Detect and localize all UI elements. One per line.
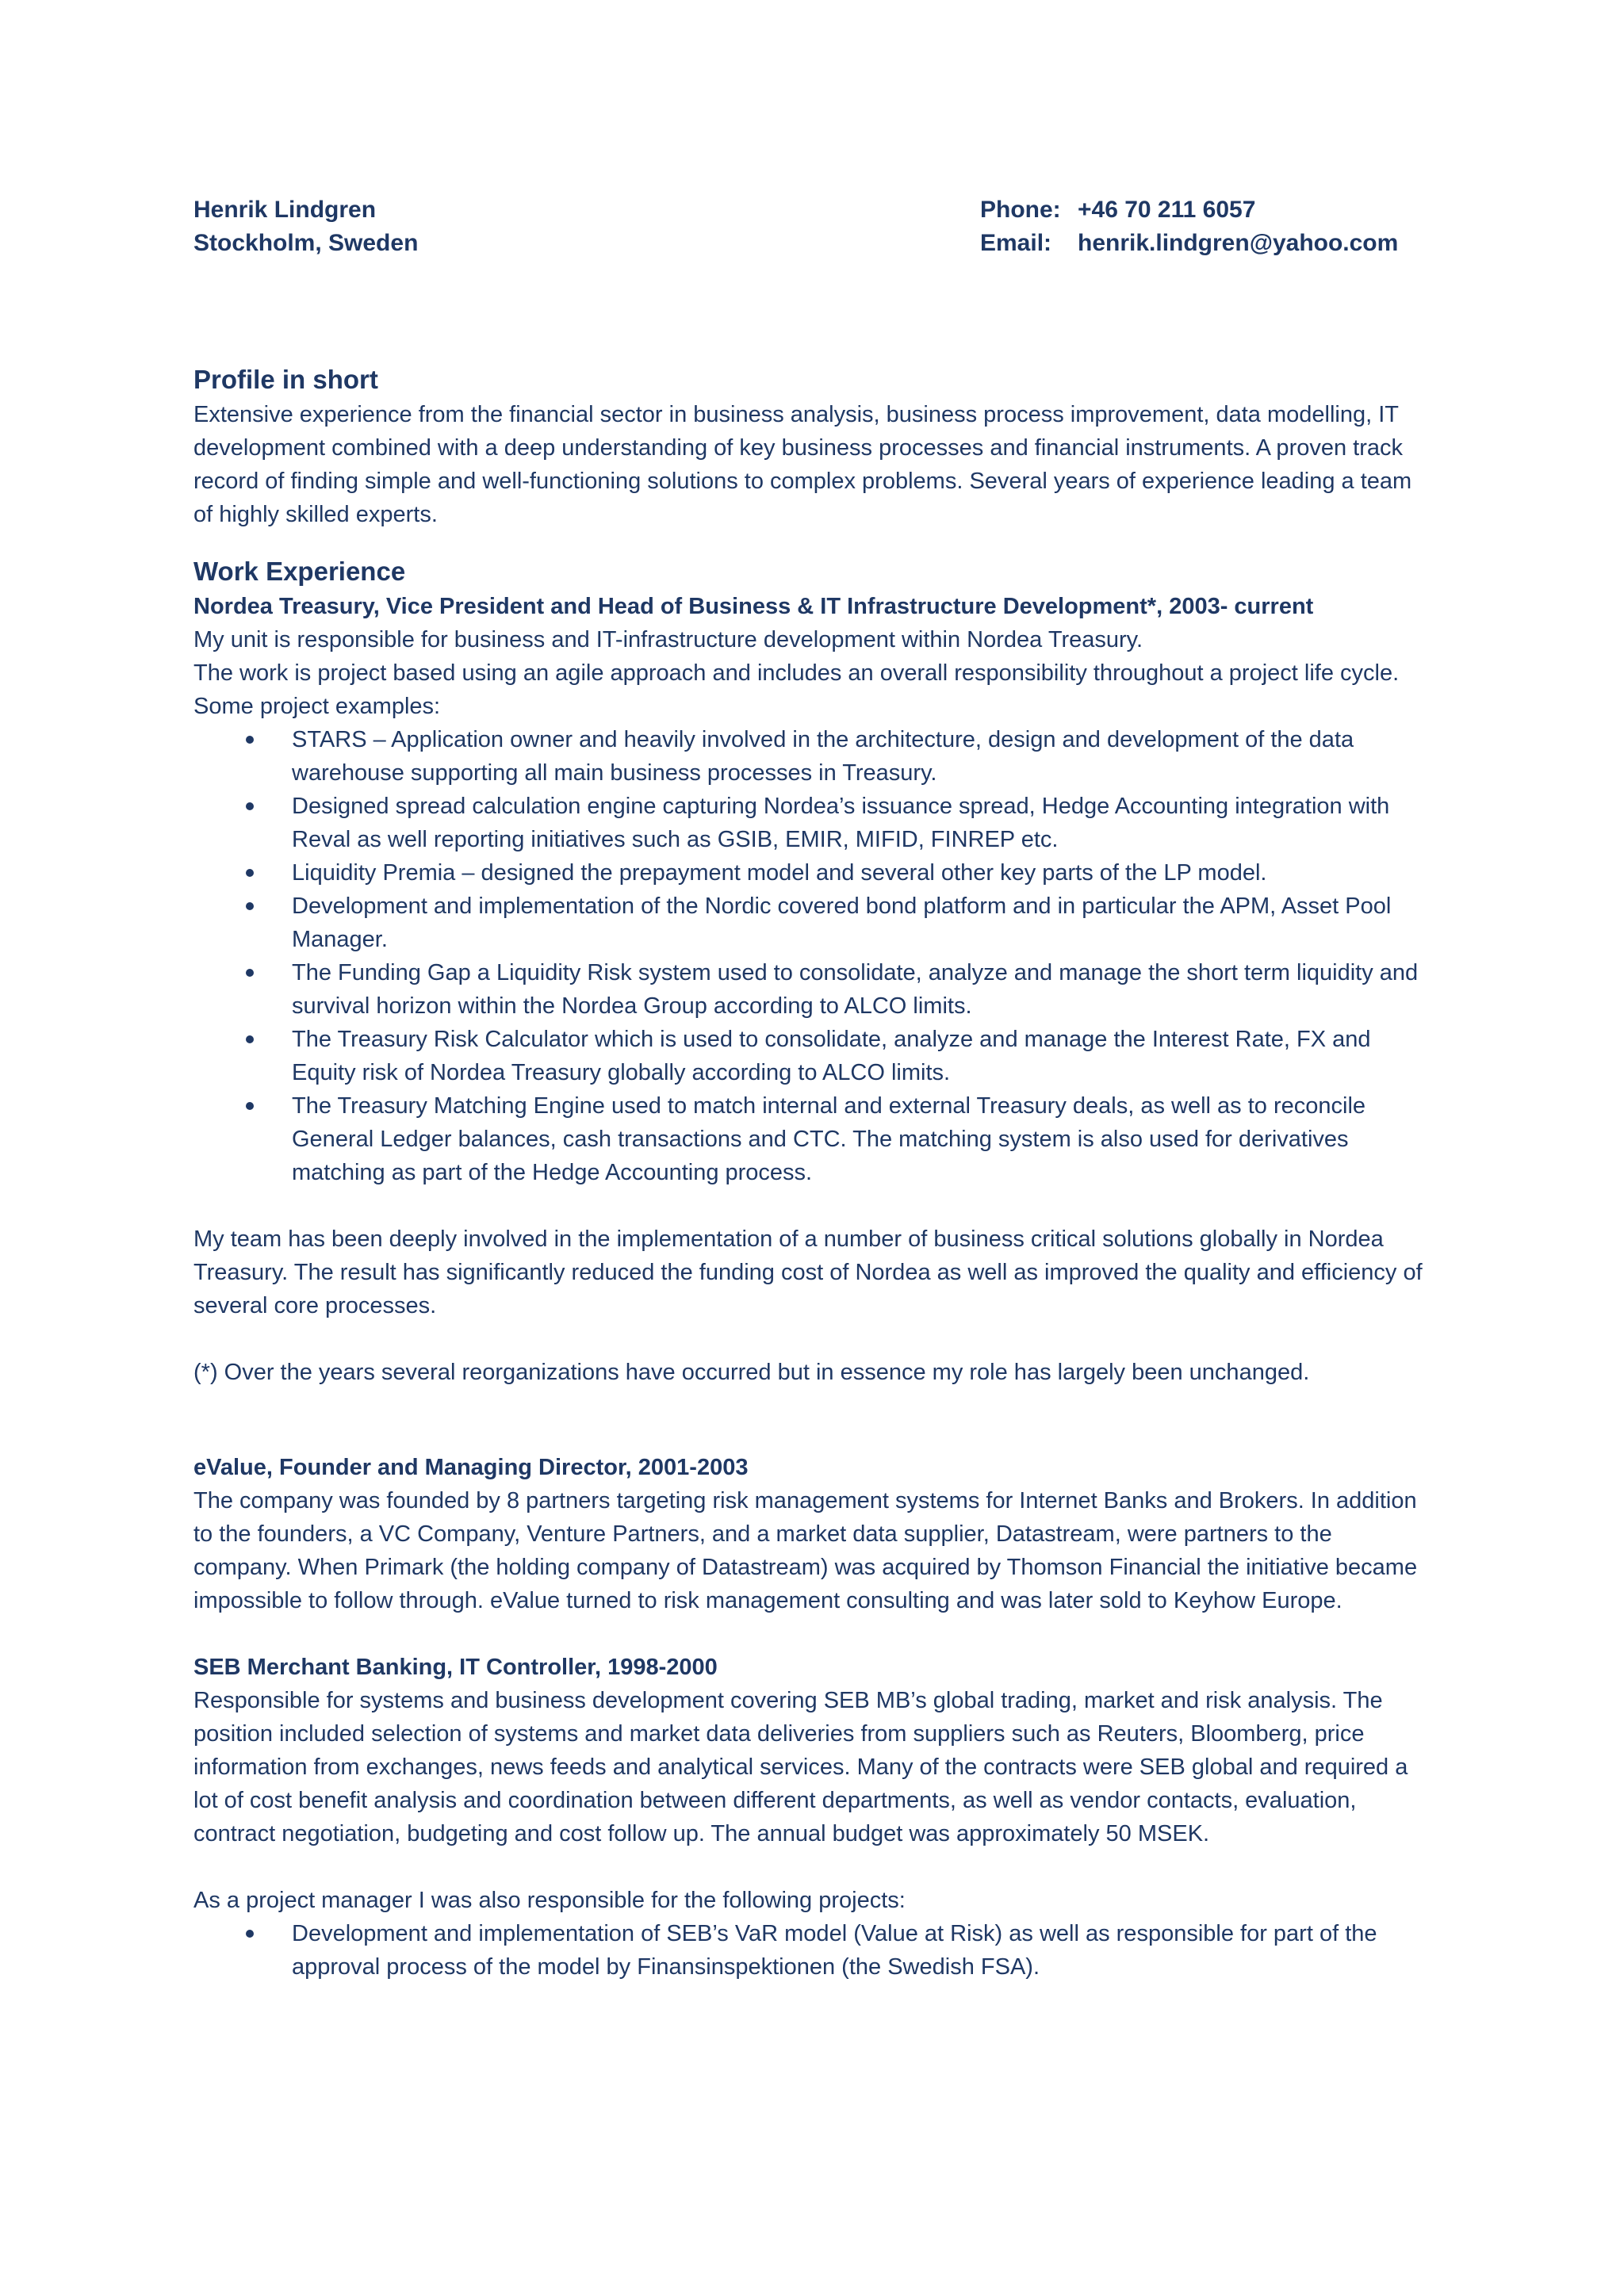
candidate-location: Stockholm, Sweden: [193, 230, 419, 256]
bullet-icon: [246, 1035, 254, 1043]
email-label: Email:: [980, 230, 1052, 256]
list-item: [292, 890, 1431, 956]
job-title-seb: SEB Merchant Banking, IT Controller, 1998-2000: [193, 1655, 718, 1680]
nordea-intro-2: The work is project based using an agile approach and includes an overall responsibility throughout a project life cycle. Some project examples:: [193, 660, 1400, 719]
work-experience-heading: Work Experience: [193, 557, 406, 586]
profile-heading: Profile in short: [193, 365, 378, 394]
nordea-summary: My team has been deeply involved in the implementation of a number of business critical solutions globally in Nordea Treasury. The result has significantly reduced the funding cost of Nordea as well as improved the quality and efficiency of several core processes.: [193, 1226, 1423, 1318]
evalue-text: The company was founded by 8 partners targeting risk management systems for Internet Banks and Brokers. In addition to the founders, a VC Company, Venture Partners, and a market data supplier, Datastream, were partners to the company. When Primark (the holding company of Datastream) was acquired by Thomson Financial the initiative became impossible to follow through. eValue turned to risk management consulting and was later sold to Keyhow Europe.: [193, 1488, 1418, 1613]
email-row: [980, 227, 1398, 260]
bullet-icon: [246, 902, 254, 910]
contact-right: [980, 193, 1398, 260]
list-item-text: Liquidity Premia – designed the prepayment model and several other key parts of the LP model.: [292, 860, 1267, 886]
list-item-text: Designed spread calculation engine capturing Nordea’s issuance spread, Hedge Accounting integration with Reval as well reporting initiatives such as GSIB, EMIR, MIFID, FINREP etc.: [292, 794, 1390, 852]
email-value: henrik.lindgren@yahoo.com: [1078, 230, 1399, 256]
list-item-text: The Funding Gap a Liquidity Risk system used to consolidate, analyze and manage the short term liquidity and survival horizon within the Nordea Group according to ALCO limits.: [292, 960, 1419, 1019]
list-item: [292, 856, 1431, 890]
bullet-icon: [246, 869, 254, 877]
seb-project-list: [193, 1917, 1431, 1984]
bullet-icon: [246, 1102, 254, 1110]
list-item: [292, 1023, 1431, 1089]
list-item: [292, 1917, 1431, 1984]
nordea-project-list: [193, 723, 1431, 1189]
contact-left: [193, 193, 418, 260]
list-item: [292, 790, 1431, 856]
phone-row: [980, 193, 1398, 227]
list-item-text: STARS – Application owner and heavily involved in the architecture, design and development of the data warehouse supporting all main business processes in Treasury.: [292, 727, 1354, 786]
bullet-icon: [246, 1930, 254, 1938]
resume-content: [193, 362, 1431, 1984]
list-item: [292, 1089, 1431, 1189]
list-item-text: Development and implementation of SEB’s VaR model (Value at Risk) as well as responsible for part of the approval process of the model by Finansinspektionen (the Swedish FSA).: [292, 1921, 1377, 1980]
list-item-text: The Treasury Risk Calculator which is used to consolidate, analyze and manage the Interest Rate, FX and Equity risk of Nordea Treasury globally according to ALCO limits.: [292, 1027, 1371, 1085]
seb-text: Responsible for systems and business development covering SEB MB’s global trading, market and risk analysis. The position included selection of systems and market data deliveries from suppliers such as Reuters, Bloomberg, price information from exchanges, news feeds and analytical services. Many of the contracts were SEB global and required a lot of cost benefit analysis and coordination between different departments, as well as vendor contacts, evaluation, contract negotiation, budgeting and cost follow up. The annual budget was approximately 50 MSEK.: [193, 1688, 1408, 1846]
list-item: [292, 956, 1431, 1023]
seb-projects-intro: As a project manager I was also responsible for the following projects:: [193, 1888, 906, 1913]
nordea-intro-1: My unit is responsible for business and IT-infrastructure development within Nordea Treasury.: [193, 627, 1143, 652]
list-item-text: The Treasury Matching Engine used to match internal and external Treasury deals, as well as to reconcile General Ledger balances, cash transactions and CTC. The matching system is also used for derivatives matching as part of the Hedge Accounting process.: [292, 1093, 1366, 1185]
phone-label: Phone:: [980, 197, 1061, 223]
job-title-nordea: Nordea Treasury, Vice President and Head of Business & IT Infrastructure Development*, 2003- current: [193, 594, 1314, 619]
list-item: [292, 723, 1431, 790]
nordea-footnote: (*) Over the years several reorganizations have occurred but in essence my role has largely been unchanged.: [193, 1360, 1310, 1385]
profile-text: Extensive experience from the financial sector in business analysis, business process improvement, data modelling, IT development combined with a deep understanding of key business processes and financial instruments. A proven track record of finding simple and well-functioning solutions to complex problems. Several years of experience leading a team of highly skilled experts.: [193, 402, 1412, 527]
resume-header: [193, 193, 1431, 265]
bullet-icon: [246, 736, 254, 744]
bullet-icon: [246, 802, 254, 810]
job-title-evalue: eValue, Founder and Managing Director, 2001-2003: [193, 1455, 749, 1480]
list-item-text: Development and implementation of the Nordic covered bond platform and in particular the APM, Asset Pool Manager.: [292, 894, 1392, 952]
bullet-icon: [246, 969, 254, 977]
phone-value: +46 70 211 6057: [1078, 197, 1256, 223]
resume-page: [193, 0, 1431, 2296]
candidate-name: Henrik Lindgren: [193, 197, 377, 223]
